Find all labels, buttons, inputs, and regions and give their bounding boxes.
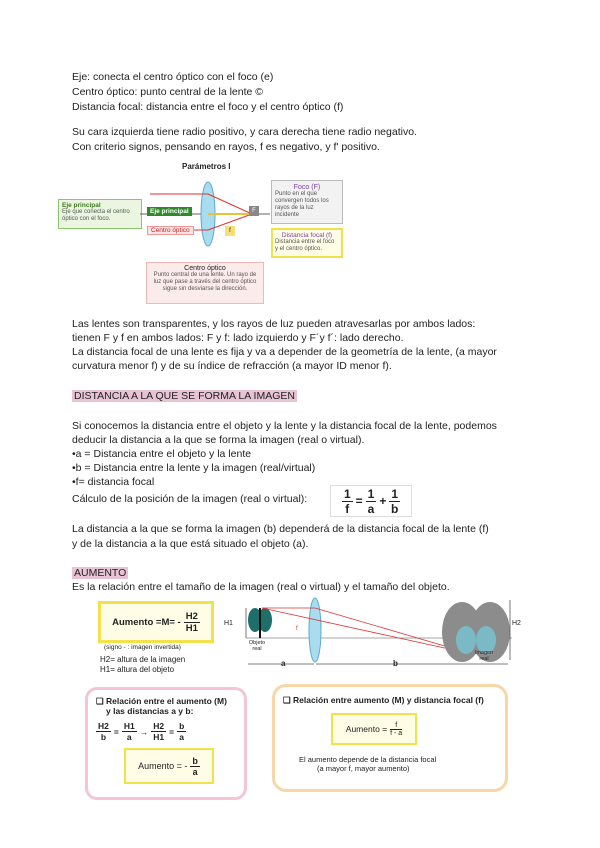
rel1-eq-2: = (169, 726, 175, 737)
rel2-title-text: Relación entre aumento (M) y distancia focal (f) (292, 695, 484, 705)
rel2-note-2: (a mayor f, mayor aumento) (317, 764, 410, 773)
rel1-aumento-label: Aumento = - (138, 761, 188, 771)
s1-line-4: y de la distancia a la que está situado el objeto (a). (72, 538, 309, 550)
intro-line-3: Distancia focal: distancia entre el foco y el centro óptico (f) (72, 101, 344, 113)
rel1-title-1 (96, 696, 236, 706)
s1-line-3: La distancia a la que se forma la imagen (b) dependerá de la distancia focal de la lente (f) (72, 523, 489, 535)
diagram-a: a (281, 659, 286, 668)
checkbox-icon-2: ❑ (283, 695, 293, 705)
rel2-note-1: El aumento depende de la distancia focal (299, 755, 437, 764)
rel1-eq-1: = (113, 726, 119, 737)
intro-line-2: Centro óptico: punto central de la lente © (72, 86, 264, 98)
h2-definition: H2= altura de la imagen (100, 655, 186, 664)
relation-ab-box (85, 687, 247, 800)
diagram-h2: H2 (512, 620, 521, 627)
para2-line-3: La distancia focal de una lente es fija y va a depender de la geometría de la lente, (a mayor (72, 346, 497, 358)
rel1-arrow: → (139, 726, 149, 737)
figure-title: Parámetros I (182, 162, 231, 171)
foco-box-title: Foco (F) (293, 184, 321, 191)
s1-calc: Cálculo de la posición de la imagen (real o virtual): (72, 493, 308, 505)
rel2-aumento-label: Aumento = (345, 724, 388, 734)
diagram-h1: H1 (224, 620, 233, 627)
s1-bullet-2: •b = Distancia entre la lente y la imagen (real/virtual) (72, 462, 316, 474)
section2-heading (72, 566, 128, 581)
section1-heading-text: DISTANCIA A LA QUE SE FORMA LA IMAGEN (74, 390, 295, 402)
rel1-aumento-box (124, 748, 214, 784)
dist-box-desc: Distancia entre el foco y el centro óptico. (275, 239, 335, 252)
diagram-b: b (393, 659, 398, 668)
lens-equation (330, 485, 412, 517)
s1-bullet-1: •a = Distancia entre el objeto y la lente (72, 448, 252, 460)
rel2-aumento-box (331, 713, 417, 745)
para2-line-1: Las lentes son transparentes, y los rayos de luz pueden atravesarlas por ambos lados: (72, 318, 476, 330)
rel1-equation (96, 721, 236, 742)
foco-box (271, 180, 343, 224)
rel1-frac-ba-result: $\frac{b}{a}$ (192, 755, 198, 777)
eq-equals: = (355, 494, 363, 508)
eq-plus: + (379, 494, 387, 508)
intro-line-5: Con criterio signos, pensando en rayos, f es negativo, y f' positivo. (72, 141, 380, 153)
rel1-title-2: y las distancias a y b: (106, 706, 194, 716)
s1-bullet-3: •f= distancia focal (72, 476, 155, 488)
section2-heading-text: AUMENTO (74, 567, 127, 579)
eq-frac-a: $\frac{1}{a}$ (367, 486, 375, 516)
s2-line-1: Es la relación entre el tamaño de la imagen (real o virtual) y el tamaño del objeto. (72, 581, 450, 593)
aumento-sign-note: (signo - : imagen invertida) (104, 644, 181, 651)
intro-line-1: Eje: conecta el centro óptico con el foco (e) (72, 71, 274, 83)
lens-diagram (140, 180, 280, 260)
rel1-title-1-text: Relación entre el aumento (M) (105, 696, 227, 706)
eq-frac-f: $\frac{1}{f}$ (343, 486, 351, 516)
rel2-title (283, 695, 497, 706)
foco-box-desc: Punto en el que convergen todos los rayos de la luz incidente (275, 191, 329, 218)
h1-definition: H1= altura del objeto (100, 665, 175, 674)
diagram-object-label: Objeto real (248, 640, 266, 652)
checkbox-icon: ❑ (96, 696, 106, 706)
aumento-label: Aumento =M= - (112, 616, 181, 628)
dist-box-title: Distancia focal (f) (281, 232, 333, 239)
rel2-frac: $\frac{f}{f - a}$ (390, 721, 403, 737)
aumento-formula-box (98, 601, 214, 643)
diagram-f: f (296, 626, 298, 632)
section1-heading (72, 389, 297, 404)
centro-box-title: Centro óptico (184, 265, 226, 272)
eje-box-desc: Eje que conecta el centro óptico con el foco. (62, 209, 130, 222)
focus-marker: F (249, 206, 259, 216)
para2-line-4: curvatura menor f) y de su índice de refracción (a mayor ID menor f). (72, 360, 392, 372)
rel1-frac-ba: $\frac{b}{a}$ (179, 721, 185, 742)
intro-line-4: Su cara izquierda tiene radio positivo, y cara derecha tiene radio negativo. (72, 126, 417, 138)
centro-optico-tag: Centro óptico (147, 226, 194, 235)
s1-line-2: deducir la distancia a la que se forma la imagen (real o virtual). (72, 434, 365, 446)
focal-marker: f (225, 226, 235, 236)
eje-principal-tag: Eje principal (147, 207, 192, 216)
ray-a (262, 608, 472, 654)
relation-f-box (272, 684, 508, 792)
butterfly-object-icon (248, 608, 272, 638)
centro-optico-box (146, 262, 264, 304)
rel1-frac-h1a: $\frac{H1}{a}$ (123, 721, 135, 742)
aumento-frac: $\frac{H2}{H1}$ (185, 610, 198, 634)
eq-frac-b: $\frac{1}{b}$ (391, 486, 399, 516)
diagram-lens (309, 598, 321, 662)
eje-box-title: Eje principal (62, 202, 101, 209)
centro-box-desc: Punto central de una lente. Un rayo de luz que pase a través del centro óptico sigue sin desviarse la dirección. (153, 272, 257, 292)
distancia-focal-box (271, 228, 343, 258)
eje-principal-box (58, 199, 142, 229)
rel1-frac-h2h1: $\frac{H2}{H1}$ (153, 721, 165, 742)
s1-line-1: Si conocemos la distancia entre el objeto y la lente y la distancia focal de la lente, podemos (72, 420, 497, 432)
para2-line-2: tienen F y f en ambos lados: F y f: lado izquierdo y F´y f´: lado derecho. (72, 332, 404, 344)
rel1-frac-h2b: $\frac{H2}{b}$ (98, 721, 109, 742)
diagram-image-label: Imagen real (474, 650, 494, 662)
